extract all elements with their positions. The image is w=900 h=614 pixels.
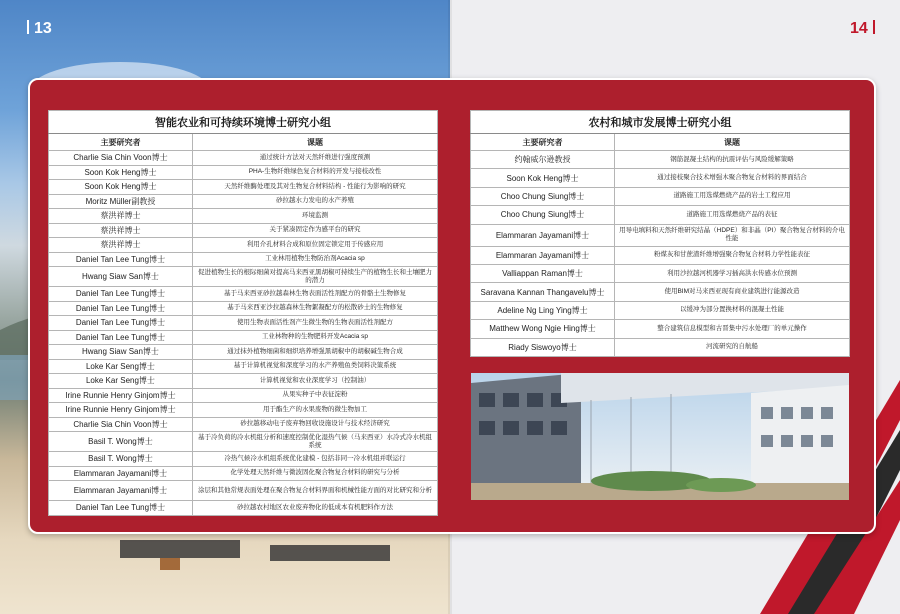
rural-urban-table bbox=[470, 110, 850, 357]
research-topic: 用导电填料和天然纤维研究结晶（HDPE）和非晶（PI）聚合物复合材料的介电性能 bbox=[615, 224, 850, 246]
table-row bbox=[471, 283, 850, 301]
research-topic: 河流研究的自航船 bbox=[615, 338, 850, 356]
table-row bbox=[49, 417, 438, 432]
research-topic: 砂拉越水力发电的水产养殖 bbox=[192, 194, 437, 209]
researcher-name: Daniel Tan Lee Tung博士 bbox=[49, 252, 193, 267]
research-topic: 通过抹外植物细菌和细织培养增强黑胡椒中的胡椒碱生物合成 bbox=[192, 345, 437, 360]
research-topic: 利用沙拉越河机器学习插高洪水传感水位预测 bbox=[615, 264, 850, 282]
researcher-name: Daniel Tan Lee Tung博士 bbox=[49, 316, 193, 331]
table-row bbox=[49, 481, 438, 501]
research-topic: 通过接枝聚合技术增强木聚合物复合材料的界面结合 bbox=[615, 169, 850, 187]
researcher-name: Daniel Tan Lee Tung博士 bbox=[49, 301, 193, 316]
table-row bbox=[49, 238, 438, 253]
table-row bbox=[49, 151, 438, 166]
researcher-name: Daniel Tan Lee Tung博士 bbox=[49, 287, 193, 302]
research-topic: 基于冷负荷的冷水机组分析和速度控制优化湿热气候（马来西亚）水冷式冷水机组系统 bbox=[192, 432, 437, 452]
research-topic: 冷热气候冷水机组系统优化建模 - 包括非同一冷水机组并联运行 bbox=[192, 452, 437, 467]
research-topic: 粉煤灰和甘蔗渣纤维增强聚合物复合材料力学性能表征 bbox=[615, 246, 850, 264]
table-row bbox=[471, 206, 850, 224]
table-row bbox=[49, 301, 438, 316]
researcher-name: Charlie Sia Chin Voon博士 bbox=[49, 151, 193, 166]
research-topic: 关于紧凑固定作为感平台的研究 bbox=[192, 223, 437, 238]
researcher-name: Elammaran Jayamani博士 bbox=[49, 466, 193, 481]
table-row bbox=[49, 287, 438, 302]
research-topic: 使用生物表面活性剂产生微生物的生物表面活性剂配方 bbox=[192, 316, 437, 331]
research-topic: 道路施工用选煤燃烧产品的表征 bbox=[615, 206, 850, 224]
table-row bbox=[49, 316, 438, 331]
researcher-name: Daniel Tan Lee Tung博士 bbox=[49, 330, 193, 345]
researcher-name: Moritz Müller副教授 bbox=[49, 194, 193, 209]
table-row bbox=[49, 345, 438, 360]
table-row bbox=[471, 320, 850, 338]
research-topic: PHA-生物纤维绿色复合材料的开发与接枝改性 bbox=[192, 165, 437, 180]
research-topic: 基于马来西亚沙拉越森林生物絮凝配方的松散砂土的生物修复 bbox=[192, 301, 437, 316]
researcher-name: Choo Chung Siung博士 bbox=[471, 206, 615, 224]
researcher-name: Elammaran Jayamani博士 bbox=[49, 481, 193, 501]
table-row bbox=[471, 224, 850, 246]
table-row bbox=[49, 209, 438, 224]
researcher-name: Adeline Ng Ling Ying博士 bbox=[471, 301, 615, 319]
research-topic: 整合建筑信息模型和古晋集中污水处理厂的单元操作 bbox=[615, 320, 850, 338]
table-row bbox=[49, 252, 438, 267]
research-topic: 化学处理天然纤维与微波固化聚合物复合材料的研究与分析 bbox=[192, 466, 437, 481]
researcher-name: Elammaran Jayamani博士 bbox=[471, 246, 615, 264]
table-row bbox=[471, 187, 850, 205]
research-topic: 使用BIM对马来西亚现有商业建筑进行能源改造 bbox=[615, 283, 850, 301]
research-topic: 利用介孔材料合成和原位固定锁定用于传感应用 bbox=[192, 238, 437, 253]
research-topic: 天然纤维酶处理及其对生物复合材料结构 - 性能行为影响的研究 bbox=[192, 180, 437, 195]
table-row bbox=[49, 432, 438, 452]
table-row bbox=[49, 165, 438, 180]
research-topic: 以缓冲为部分置换材料的混凝土性能 bbox=[615, 301, 850, 319]
table-row bbox=[49, 267, 438, 287]
research-topic: 通过统计方法对天然纤维进行强度预测 bbox=[192, 151, 437, 166]
column-header-topic: 课题 bbox=[192, 134, 437, 151]
table-row bbox=[49, 223, 438, 238]
left-table-body bbox=[49, 151, 438, 516]
table-row bbox=[471, 264, 850, 282]
table-row bbox=[49, 501, 438, 516]
page-number-left: 13 bbox=[22, 20, 52, 38]
research-topic: 基于马来西亚砂拉越森林生物表面活性剂配方的骨骼土生物修复 bbox=[192, 287, 437, 302]
researcher-name: Daniel Tan Lee Tung博士 bbox=[49, 501, 193, 516]
researcher-name: Soon Kok Heng博士 bbox=[49, 180, 193, 195]
research-topic: 计算机视觉和农业深度学习（控制油） bbox=[192, 374, 437, 389]
column-header-researcher: 主要研究者 bbox=[471, 134, 615, 151]
table-title: 农村和城市发展博士研究小组 bbox=[471, 111, 850, 134]
research-topic: 环境监测 bbox=[192, 209, 437, 224]
table-row bbox=[471, 338, 850, 356]
researcher-name: Basil T. Wong博士 bbox=[49, 452, 193, 467]
table-row bbox=[471, 151, 850, 169]
page-number-right: 14 bbox=[850, 20, 880, 38]
research-topic: 钢筋混凝土结构的抗震评估与风险缓解策略 bbox=[615, 151, 850, 169]
research-topic: 工业林物种的生物肥料开发Acacia sp bbox=[192, 330, 437, 345]
table-row bbox=[49, 330, 438, 345]
researcher-name: Saravana Kannan Thangavelu博士 bbox=[471, 283, 615, 301]
researcher-name: Hwang Siaw San博士 bbox=[49, 267, 193, 287]
researcher-name: Riady Siswoyo博士 bbox=[471, 338, 615, 356]
table-row bbox=[49, 452, 438, 467]
researcher-name: Hwang Siaw San博士 bbox=[49, 345, 193, 360]
table-row bbox=[471, 246, 850, 264]
researcher-name: Choo Chung Siung博士 bbox=[471, 187, 615, 205]
table-row bbox=[49, 466, 438, 481]
research-topic: 用于酯生产的水果废物的微生物加工 bbox=[192, 403, 437, 418]
table-row bbox=[49, 388, 438, 403]
research-topic: 工业林用植物生物防治剂Acacia sp bbox=[192, 252, 437, 267]
researcher-name: 约翰威尔逊教授 bbox=[471, 151, 615, 169]
researcher-name: Irine Runnie Henry Ginjom博士 bbox=[49, 403, 193, 418]
researcher-name: Irine Runnie Henry Ginjom博士 bbox=[49, 388, 193, 403]
researcher-name: Charlie Sia Chin Voon博士 bbox=[49, 417, 193, 432]
column-header-topic: 课题 bbox=[615, 134, 850, 151]
researcher-name: Valliappan Raman博士 bbox=[471, 264, 615, 282]
table-row bbox=[471, 301, 850, 319]
researcher-name: Soon Kok Heng博士 bbox=[471, 169, 615, 187]
researcher-name: 蔡洪祥博士 bbox=[49, 238, 193, 253]
building-illustration bbox=[471, 373, 849, 500]
table-row bbox=[471, 169, 850, 187]
research-topic: 道路施工用选煤燃烧产品的岩土工程应用 bbox=[615, 187, 850, 205]
campus-building-photo bbox=[471, 373, 849, 500]
researcher-name: 蔡洪祥博士 bbox=[49, 223, 193, 238]
researcher-name: 蔡洪祥博士 bbox=[49, 209, 193, 224]
research-topic: 砂拉越移动电子废弃物回收设施设计与技术经济研究 bbox=[192, 417, 437, 432]
researcher-name: Elammaran Jayamani博士 bbox=[471, 224, 615, 246]
researcher-name: Matthew Wong Ngie Hing博士 bbox=[471, 320, 615, 338]
smart-agriculture-table bbox=[48, 110, 438, 516]
table-row bbox=[49, 374, 438, 389]
research-topic: 促进植物生长的根际细菌对提高马来西亚黑胡椒可持续生产的植物生长和土壤肥力的潜力 bbox=[192, 267, 437, 287]
table-row bbox=[49, 180, 438, 195]
right-table-body bbox=[471, 151, 850, 357]
column-header-researcher: 主要研究者 bbox=[49, 134, 193, 151]
researcher-name: Basil T. Wong博士 bbox=[49, 432, 193, 452]
research-topic: 涂层和其他常规表面处理在聚合物复合材料界面和机械性能方面的对比研究和分析 bbox=[192, 481, 437, 501]
researcher-name: Loke Kar Seng博士 bbox=[49, 374, 193, 389]
researcher-name: Soon Kok Heng博士 bbox=[49, 165, 193, 180]
table-row bbox=[49, 403, 438, 418]
table-row bbox=[49, 359, 438, 374]
researcher-name: Loke Kar Seng博士 bbox=[49, 359, 193, 374]
table-title: 智能农业和可持续环境博士研究小组 bbox=[49, 111, 438, 134]
research-topic: 砂拉越农村地区农业废弃物化的低成本有机肥料作方法 bbox=[192, 501, 437, 516]
research-topic: 从果实种子中表征淀粉 bbox=[192, 388, 437, 403]
research-topic: 基于计算机视觉和深度学习的水产养殖鱼类饲料决策系统 bbox=[192, 359, 437, 374]
table-row bbox=[49, 194, 438, 209]
